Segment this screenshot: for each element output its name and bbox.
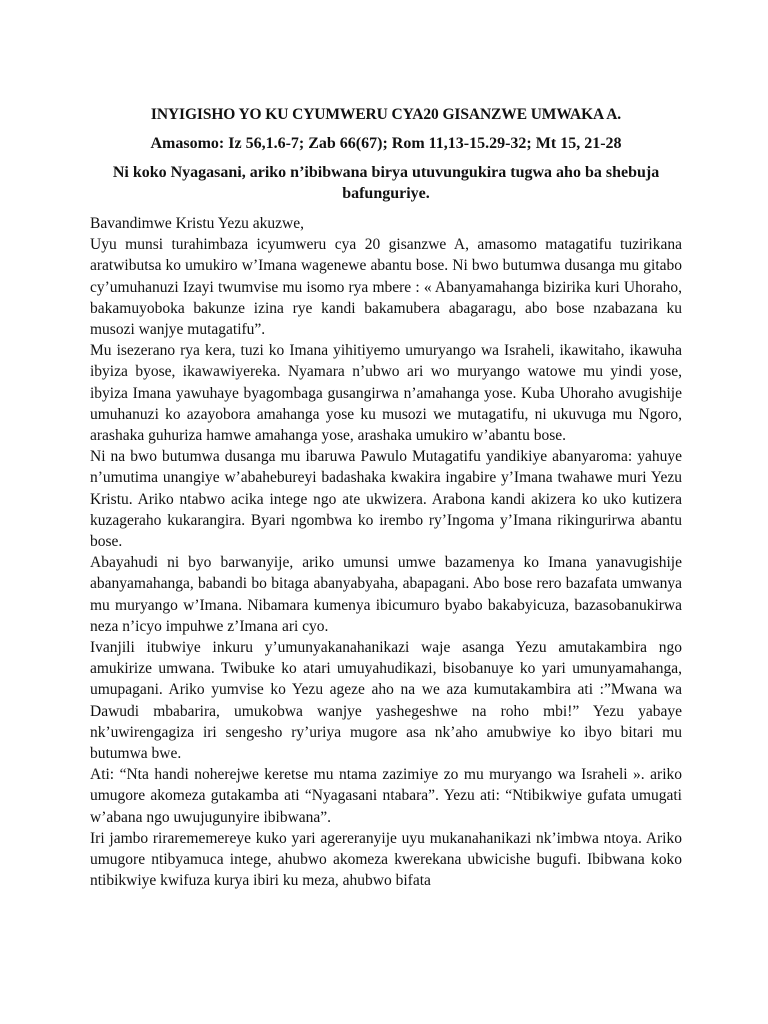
- paragraph: Ivanjili itubwiye inkuru y’umunyakanahanikazi waje asanga Yezu amutakambira ngo amukirize umwana. Twibuke ko atari umuyahudikazi, bisobanuye ko yari umunyamahanga, umupagani. Ariko yumvise ko Yezu ageze aho na we aza kumutakambira ati :”Mwana wa Dawudi mbabarira, umukobwa wanjye yashegeshwe na roho mbi!” Yezu yabaye nk’uwirengagiza iri sengesho ry’uriya mugore asa nk’aho amubwiye ko ibyo bitari mu butumwa bwe.: [90, 639, 682, 763]
- document-subtitle: Ni koko Nyagasani, ariko n’ibibwana birya utuvungukira tugwa aho ba shebuja bafunguriye.: [112, 164, 660, 202]
- document-content: [90, 105, 682, 892]
- paragraph: Ni na bwo butumwa dusanga mu ibaruwa Pawulo Mutagatifu yandikiye abanyaroma: yahuye n’umutima unangiye w’abahebureyi badashaka kwakira ingabire y’Imana twahawe muri Yezu Kristu. Ariko ntabwo acika intege ngo ate ukwizera. Arabona kandi akizera ko uko kutizera kuzageraho kukarangira. Byari ngombwa ko irembo ry’Ingoma y’Imana rikingurirwa abantu bose.: [90, 448, 682, 551]
- paragraph: Uyu munsi turahimbaza icyumweru cya 20 gisanzwe A, amasomo matagatifu tuzirikana aratwibutsa ko umukiro w’Imana wagenewe abantu bose. Ni bwo butumwa dusanga mu gitabo cy’umuhanuzi Izayi twumvise mu isomo rya mbere : « Abanyamahanga bizirika kuri Uhoraho, bakamuyoboka bakunze izina rye kandi bakamubera abagaragu, abo bose nzabazana ku musozi wanjye mutagatifu”.: [90, 236, 682, 339]
- paragraph: Abayahudi ni byo barwanyije, ariko umunsi umwe bazamenya ko Imana yanavugishije abanyamahanga, babandi bo bitaga abanyabyaha, abapagani. Abo bose rero bazafata umwanya mu muryango w’Imana. Nibamara kumenya ibicumuro byabo bakabyicuza, bazasobanukirwa neza n’icyo impuhwe z’Imana ari cyo.: [90, 554, 682, 635]
- paragraph: Mu isezerano rya kera, tuzi ko Imana yihitiyemo umuryango wa Israheli, ikawitaho, ikawuha ibyiza byose, ikawawiyereka. Nyamara n’ubwo ari wo muryango watowe mu yindi yose, ibyiza Imana yawuhaye byagombaga gusangirwa n’amahanga yose. Kuba Uhoraho avugishije umuhanuzi ko azayobora amahanga yose ku musozi we mutagatifu, ni ukuvuga mu Ngoro, arashaka guhuriza hamwe amahanga yose, arashaka umukiro w’abantu bose.: [90, 342, 682, 445]
- document-body: [90, 213, 682, 892]
- paragraph: Ati: “Nta handi noherejwe keretse mu ntama zazimiye zo mu muryango wa Israheli ». ariko umugore akomeza gutakamba ati “Nyagasani ntabara”. Yezu ati: “Ntibikwiye gufata umugati w’abana ngo uwujugunyire ibibwana”.: [90, 766, 682, 826]
- readings-line: Amasomo: Iz 56,1.6-7; Zab 66(67); Rom 11,13-15.29-32; Mt 15, 21-28: [150, 135, 622, 152]
- greeting: Bavandimwe Kristu Yezu akuzwe,: [90, 215, 304, 232]
- document-title: INYIGISHO YO KU CYUMWERU CYA20 GISANZWE UMWAKA A.: [150, 106, 622, 123]
- paragraph: Iri jambo rirarememereye kuko yari agereranyije uyu mukanahanikazi nk’imbwa ntoya. Ariko umugore ntibyamuca intege, ahubwo akomeza kwerekana ubwicishe bugufi. Ibibwana koko ntibikwiye kwifuza kurya ibiri ku meza, ahubwo bifata: [90, 829, 682, 890]
